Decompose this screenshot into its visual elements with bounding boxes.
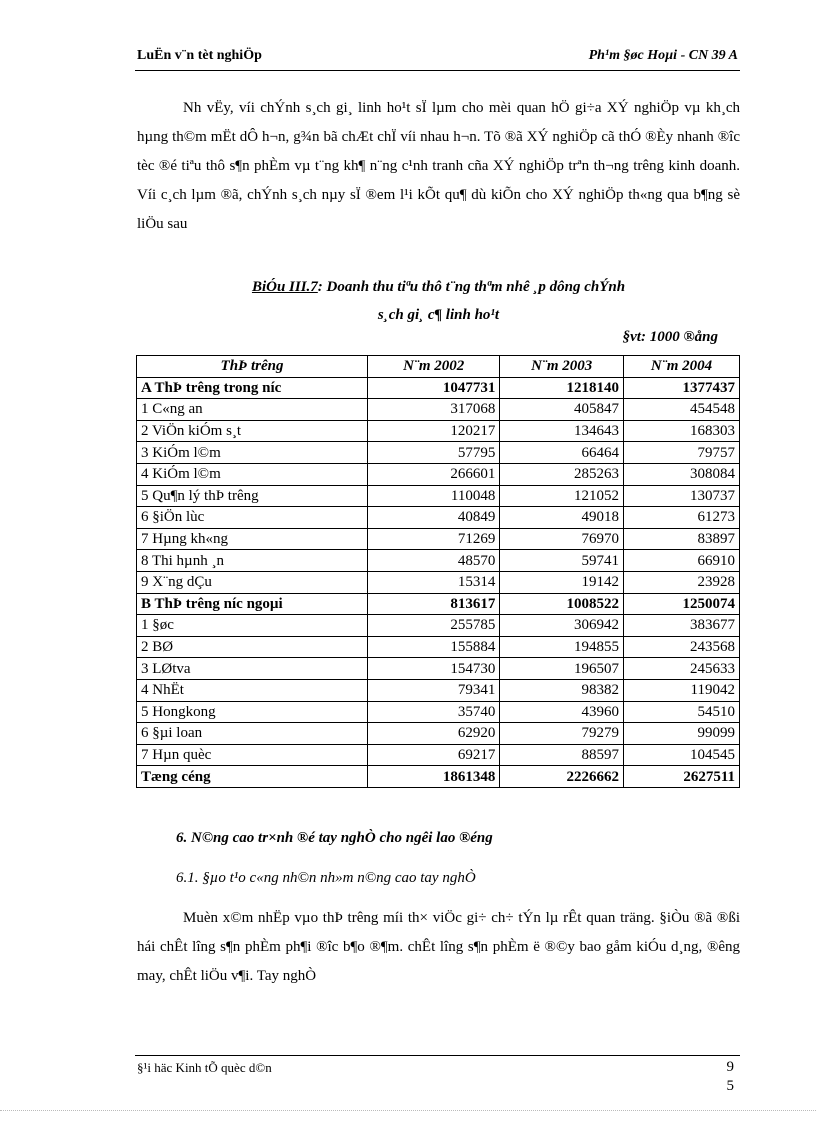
table-cell-value: 54510 — [624, 701, 740, 723]
table-cell-value: 40849 — [368, 507, 500, 529]
table-row — [137, 766, 740, 788]
footer-rule — [135, 1055, 740, 1056]
table-cell-value: 43960 — [500, 701, 624, 723]
table-cell-value: 120217 — [368, 420, 500, 442]
table-row — [137, 744, 740, 766]
table-cell-value: 1250074 — [624, 593, 740, 615]
table-cell-market: A ThÞ trêng trong níc — [137, 377, 368, 399]
table-cell-value: 15314 — [368, 571, 500, 593]
table-cell-market: 6 §µi loan — [137, 723, 368, 745]
table-cell-value: 104545 — [624, 744, 740, 766]
table-cell-value: 1008522 — [500, 593, 624, 615]
table-cell-value: 196507 — [500, 658, 624, 680]
table-row — [137, 658, 740, 680]
table-cell-value: 454548 — [624, 399, 740, 421]
table-cell-value: 61273 — [624, 507, 740, 529]
table-row — [137, 442, 740, 464]
table-cell-value: 317068 — [368, 399, 500, 421]
table-cell-value: 66464 — [500, 442, 624, 464]
table-row — [137, 377, 740, 399]
table-cell-value: 110048 — [368, 485, 500, 507]
table-cell-value: 243568 — [624, 636, 740, 658]
table-row — [137, 507, 740, 529]
table-cell-value: 194855 — [500, 636, 624, 658]
table-cell-value: 66910 — [624, 550, 740, 572]
table-cell-market: 9 X¨ng dÇu — [137, 571, 368, 593]
table-unit-label: §vt: 1000 ®ång — [622, 329, 718, 345]
table-cell-value: 119042 — [624, 679, 740, 701]
table-cell-value: 79757 — [624, 442, 740, 464]
table-cell-value: 154730 — [368, 658, 500, 680]
table-cell-value: 71269 — [368, 528, 500, 550]
table-cell-value: 99099 — [624, 723, 740, 745]
section-6-heading: 6. N©ng cao tr×nh ®é tay nghÒ cho ngêi lao ®éng — [176, 830, 493, 846]
table-cell-value: 98382 — [500, 679, 624, 701]
table-row — [137, 528, 740, 550]
table-cell-value: 79341 — [368, 679, 500, 701]
table-cell-value: 88597 — [500, 744, 624, 766]
page-number-line2: 5 — [726, 1078, 734, 1094]
table-header-2004: N¨m 2004 — [624, 356, 740, 378]
table-row — [137, 701, 740, 723]
table-cell-value: 57795 — [368, 442, 500, 464]
table-cell-value: 285263 — [500, 463, 624, 485]
table-cell-value: 1377437 — [624, 377, 740, 399]
table-cell-value: 813617 — [368, 593, 500, 615]
table-cell-value: 245633 — [624, 658, 740, 680]
table-cell-value: 306942 — [500, 615, 624, 637]
table-header-2002: N¨m 2002 — [368, 356, 500, 378]
table-cell-value: 168303 — [624, 420, 740, 442]
paragraph-intro: Nh vËy, víi chÝnh s¸ch gi¸ linh ho¹t sÏ lµm cho mèi quan hÖ gi÷a XÝ nghiÖp vµ kh¸ch hµng th©m mËt dÔ h¬n, g¾n bã chÆt chÏ víi nhau h¬n. Tõ ®ã XÝ nghiÖp cã thÓ ®Èy nhanh ®îc tèc ®é tiªu thô s¶n phÈm vµ t¨ng kh¶ n¨ng c¹nh tranh cña XÝ nghiÖp trªn th¬ng trêng kinh doanh. Víi c¸ch lµm ®ã, chÝnh s¸ch nµy sÏ ®em l¹i kÕt qu¶ dù kiÕn cho XÝ nghiÖp th«ng qua b¶ng sè liÖu sau — [137, 100, 740, 232]
table-row — [137, 485, 740, 507]
table-cell-market: 7 Hµn quèc — [137, 744, 368, 766]
page-number — [727, 1058, 735, 1096]
table-cell-value: 134643 — [500, 420, 624, 442]
table-cell-value: 405847 — [500, 399, 624, 421]
table-header-2003: N¨m 2003 — [500, 356, 624, 378]
table-cell-value: 266601 — [368, 463, 500, 485]
table-cell-value: 130737 — [624, 485, 740, 507]
table-cell-value: 62920 — [368, 723, 500, 745]
table-cell-value: 48570 — [368, 550, 500, 572]
table-cell-value: 383677 — [624, 615, 740, 637]
table-cell-value: 19142 — [500, 571, 624, 593]
table-cell-value: 1218140 — [500, 377, 624, 399]
table-header-row — [137, 356, 740, 378]
table-cell-market: 4 NhËt — [137, 679, 368, 701]
footer-university: §¹i häc Kinh tÕ quèc d©n — [137, 1060, 272, 1075]
header-right-author: Ph¹m §øc Hoµi - CN 39 A — [588, 48, 738, 63]
table-body — [137, 377, 740, 787]
table-row — [137, 420, 740, 442]
revenue-table — [136, 355, 740, 788]
table-cell-market: 2 ViÖn kiÓm s¸t — [137, 420, 368, 442]
table-caption-title: : Doanh thu tiªu thô t¨ng thªm nhê ¸p dông chÝnh — [317, 279, 626, 295]
table-cell-value: 79279 — [500, 723, 624, 745]
table-cell-value: 121052 — [500, 485, 624, 507]
table-cell-value: 1861348 — [368, 766, 500, 788]
table-cell-value: 83897 — [624, 528, 740, 550]
table-cell-value: 1047731 — [368, 377, 500, 399]
table-row — [137, 571, 740, 593]
table-cell-market: 8 Thi hµnh ¸n — [137, 550, 368, 572]
table-row — [137, 463, 740, 485]
paragraph-training: Muèn x©m nhËp vµo thÞ trêng míi th× viÖc gi÷ ch÷ tÝn lµ rÊt quan träng. §iÒu ®ã ®ßi hái chÊt lîng s¶n phÈm ph¶i ®îc b¶o ®¶m. chÊt lîng s¶n phÈm ë ®©y bao gåm kiÓu d¸ng, ®êng may, chÊt liÖu v¶i. Tay nghÒ — [137, 910, 740, 984]
table-cell-market: 6 §iÖn lùc — [137, 507, 368, 529]
table-cell-market: 4 KiÓm l©m — [137, 463, 368, 485]
table-row — [137, 636, 740, 658]
table-row — [137, 723, 740, 745]
table-row — [137, 679, 740, 701]
table-caption-label: BiÓu III.7 — [251, 279, 318, 295]
table-cell-value: 155884 — [368, 636, 500, 658]
table-row — [137, 615, 740, 637]
table-cell-market: 5 Hongkong — [137, 701, 368, 723]
page-bottom-dotted-line — [0, 1110, 816, 1111]
table-cell-value: 59741 — [500, 550, 624, 572]
table-cell-value: 49018 — [500, 507, 624, 529]
table-cell-market: 7 Hµng kh«ng — [137, 528, 368, 550]
table-caption-line1 — [137, 273, 740, 301]
header-left-title: LuËn v¨n tèt nghiÖp — [137, 48, 262, 63]
table-cell-market: 1 C«ng an — [137, 399, 368, 421]
table-caption-line2: s¸ch gi¸ c¶ linh ho¹t — [377, 307, 500, 323]
table-row — [137, 550, 740, 572]
table-row — [137, 593, 740, 615]
header-rule — [135, 70, 740, 71]
table-cell-market: 2 BØ — [137, 636, 368, 658]
table-cell-value: 23928 — [624, 571, 740, 593]
page-number-line1: 9 — [726, 1059, 734, 1075]
table-cell-market: B ThÞ trêng níc ngoµi — [137, 593, 368, 615]
table-cell-market: 5 Qu¶n lý thÞ trêng — [137, 485, 368, 507]
table-cell-value: 2627511 — [624, 766, 740, 788]
table-cell-market: Tæng céng — [137, 766, 368, 788]
table-cell-value: 308084 — [624, 463, 740, 485]
table-caption — [137, 273, 740, 329]
table-row — [137, 399, 740, 421]
table-cell-market: 1 §øc — [137, 615, 368, 637]
table-cell-value: 69217 — [368, 744, 500, 766]
table-cell-market: 3 KiÓm l©m — [137, 442, 368, 464]
table-cell-value: 255785 — [368, 615, 500, 637]
table-header-market: ThÞ trêng — [137, 356, 368, 378]
table-cell-market: 3 LØtva — [137, 658, 368, 680]
table-cell-value: 76970 — [500, 528, 624, 550]
section-6-1-heading: 6.1. §µo t¹o c«ng nh©n nh»m n©ng cao tay nghÒ — [176, 870, 476, 886]
table-cell-value: 35740 — [368, 701, 500, 723]
table-cell-value: 2226662 — [500, 766, 624, 788]
